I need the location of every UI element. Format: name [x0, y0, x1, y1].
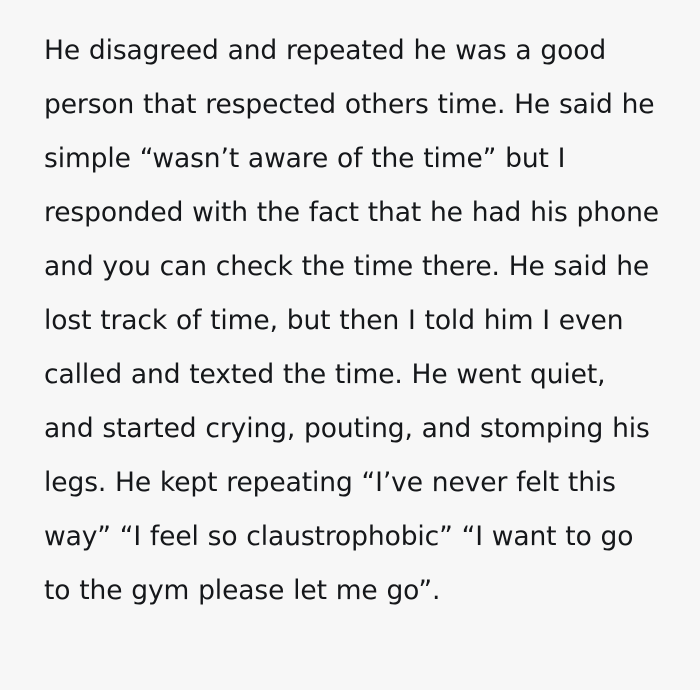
story-body-paragraph: He disagreed and repeated he was a good person that respected others time. He said he simple “wasn’t aware of the time” but I responded with the fact that he had his phone and you can check the time there. He said he lost track of time, but then I told him I even called and texted the time. He went quiet, and started crying, pouting, and stomping his legs. He kept repeating “I’ve never felt this way” “I feel so claustrophobic” “I want to go to the gym please let me go”. [44, 35, 668, 606]
